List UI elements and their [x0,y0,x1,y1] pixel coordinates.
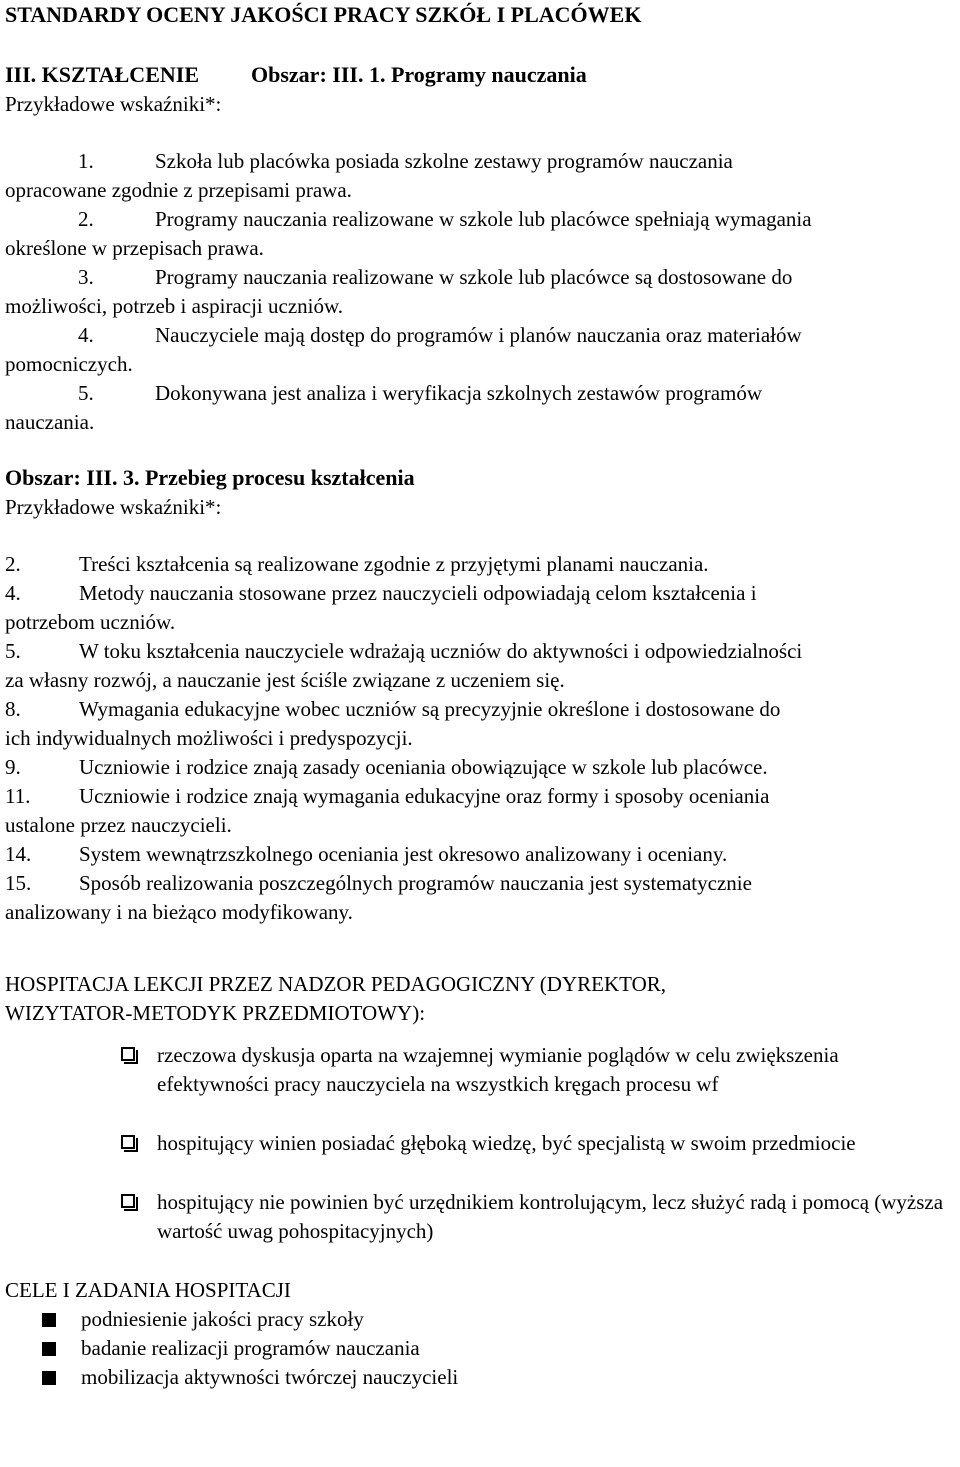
list-item [5,321,955,379]
item-text-cont: analizowany i na bieżąco modyfikowany. [5,900,353,924]
item-text: badanie realizacji programów nauczania [81,1336,420,1360]
item-text: System wewnątrzszkolnego oceniania jest okresowo analizowany i oceniany. [79,842,728,866]
item-text: Uczniowie i rodzice znają zasady oceniania obowiązujące w szkole lub placówce. [79,755,768,779]
list-item [5,205,955,263]
document-page [5,0,955,1392]
list-item [5,1305,955,1334]
item-text-cont: nauczania. [5,410,95,434]
item-number: 11. [5,784,31,808]
item-text: Treści kształcenia są realizowane zgodnie z przyjętymi planami nauczania. [79,552,709,576]
list-item [5,379,955,437]
cele-list [5,1305,955,1392]
item-number: 14. [5,842,32,866]
item-text-cont: ustalone przez nauczycieli. [5,813,232,837]
item-text: podniesienie jakości pracy szkoły [81,1307,364,1331]
item-number: 8. [5,697,21,721]
list-item [5,550,955,579]
cele-heading: CELE I ZADANIA HOSPITACJI [5,1278,291,1302]
item-text: Sposób realizowania poszczególnych programów nauczania jest systematycznie [79,871,752,895]
item-text-cont: możliwości, potrzeb i aspiracji uczniów. [5,294,344,318]
section1-heading-left: III. KSZTAŁCENIE [5,62,199,87]
section2-heading: Obszar: III. 3. Przebieg procesu kształcenia [5,465,415,490]
item-text-cont: pomocniczych. [5,352,133,376]
item-number: 2. [78,207,94,231]
list-item [5,579,955,637]
list-item [5,782,955,840]
list-item [5,263,955,321]
item-text: Wymagania edukacyjne wobec uczniów są precyzyjnie określone i dostosowane do [79,697,781,721]
hospitacja-heading-line2: WIZYTATOR-METODYK PRZEDMIOTOWY): [5,1001,426,1025]
section1-subheading: Przykładowe wskaźniki*: [5,92,222,116]
item-number: 1. [78,149,94,173]
square-bullet-icon [42,1371,56,1385]
checkbox-list-item [5,1129,955,1158]
list-item [5,869,955,927]
list-item [5,147,955,205]
item-text: hospitujący nie powinien być urzędnikiem kontrolującym, lecz służyć radą i pomocą (wyższa wartość uwag pohospitacyjnych) [157,1190,944,1243]
section2-list [5,550,955,927]
item-text: mobilizacja aktywności twórczej nauczycieli [81,1365,459,1389]
item-text: Metody nauczania stosowane przez nauczycieli odpowiadają celom kształcenia i [79,581,757,605]
checkbox-list-item [5,1041,955,1099]
item-number: 2. [5,552,21,576]
item-text-cont: za własny rozwój, a nauczanie jest ściśle związane z uczeniem się. [5,668,565,692]
checkbox-bullet-icon [121,1194,135,1208]
list-item [5,695,955,753]
item-number: 9. [5,755,21,779]
section2-subheading: Przykładowe wskaźniki*: [5,495,222,519]
item-number: 5. [5,639,21,663]
list-item [5,1334,955,1363]
square-bullet-icon [42,1313,56,1327]
checkbox-bullet-icon [121,1047,135,1061]
item-text-cont: określone w przepisach prawa. [5,236,264,260]
item-text: rzeczowa dyskusja oparta na wzajemnej wymianie poglądów w celu zwiększenia efektywności pracy nauczyciela na wszystkich kręgach procesu wf [157,1043,839,1096]
item-text: Szkoła lub placówka posiada szkolne zestawy programów nauczania [155,149,733,173]
item-text: Programy nauczania realizowane w szkole lub placówce spełniają wymagania [155,207,812,231]
section1-heading-right: Obszar: III. 1. Programy nauczania [251,62,587,87]
item-number: 3. [78,265,94,289]
item-number: 4. [5,581,21,605]
item-text: Nauczyciele mają dostęp do programów i planów nauczania oraz materiałów [155,323,802,347]
item-text-cont: potrzebom uczniów. [5,610,176,634]
item-text-cont: opracowane zgodnie z przepisami prawa. [5,178,352,202]
item-number: 4. [78,323,94,347]
item-number: 5. [78,381,94,405]
item-text: Dokonywana jest analiza i weryfikacja szkolnych zestawów programów [155,381,763,405]
section1-list [5,147,955,437]
list-item [5,637,955,695]
list-item [5,840,955,869]
item-text: Programy nauczania realizowane w szkole lub placówce są dostosowane do [155,265,793,289]
item-text: Uczniowie i rodzice znają wymagania edukacyjne oraz formy i sposoby oceniania [79,784,770,808]
checkbox-bullet-icon [121,1135,135,1149]
checkbox-list-item [5,1188,955,1246]
hospitacja-heading [5,970,955,1028]
item-number: 15. [5,871,32,895]
square-bullet-icon [42,1342,56,1356]
item-text: W toku kształcenia nauczyciele wdrażają uczniów do aktywności i odpowiedzialności [79,639,803,663]
list-item [5,753,955,782]
item-text: hospitujący winien posiadać głęboką wiedzę, być specjalistą w swoim przedmiocie [157,1131,856,1155]
list-item [5,1363,955,1392]
document-title: STANDARDY OCENY JAKOŚCI PRACY SZKÓŁ I PLACÓWEK [5,2,642,27]
item-text-cont: ich indywidualnych możliwości i predyspozycji. [5,726,413,750]
section1-heading [5,60,955,90]
hospitacja-list [5,1041,955,1246]
hospitacja-heading-line1: HOSPITACJA LEKCJI PRZEZ NADZOR PEDAGOGICZNY (DYREKTOR, [5,972,666,996]
